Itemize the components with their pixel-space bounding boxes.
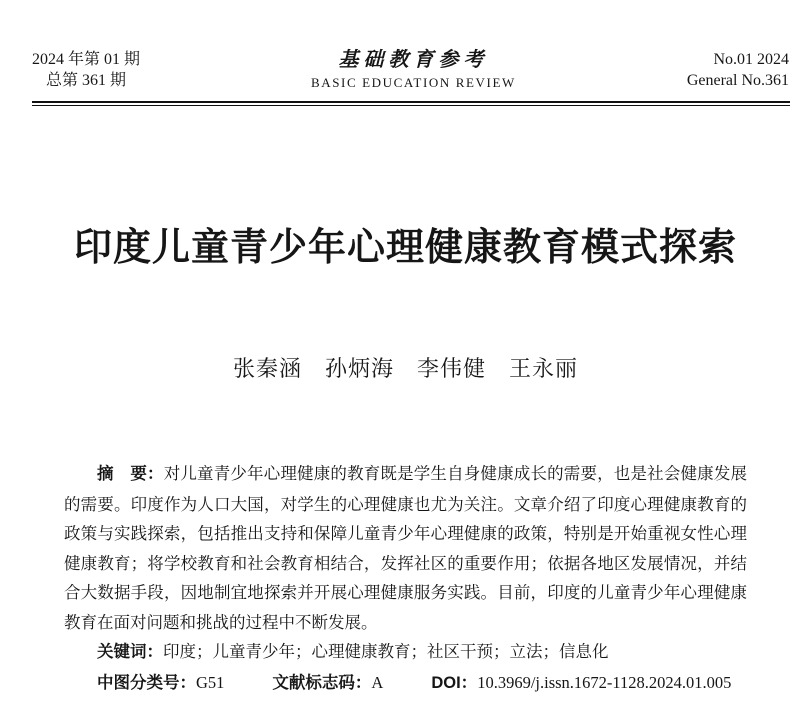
doc-code-group <box>272 673 383 692</box>
doi-value: 10.3969/j.issn.1672-1128.2024.01.005 <box>477 672 732 692</box>
abstract-line-1 <box>64 459 747 490</box>
classification-line <box>64 668 747 699</box>
abstract-line-6: 教育在面对问题和挑战的过程中不断发展。 <box>64 612 378 632</box>
article-authors: 张秦涵 孙炳海 李伟健 王永丽 <box>232 356 578 381</box>
abstract-line-4: 健康教育；将学校教育和社会教育相结合，发挥社区的重要作用；依据各地区发展情况，并结 <box>64 553 747 573</box>
doi-label: DOI： <box>431 673 478 692</box>
issue-cn-line2: 总第 361 期 <box>46 72 127 89</box>
issue-en-line2: General No.361 <box>686 72 789 89</box>
clc-label: 中图分类号： <box>97 673 196 692</box>
keywords-label: 关键词： <box>97 643 163 661</box>
clc-group <box>97 673 224 692</box>
keywords-line <box>64 637 747 668</box>
front-matter <box>64 459 747 698</box>
issue-info-en <box>687 49 789 91</box>
journal-name-block <box>311 48 516 91</box>
abstract-text: 对儿童青少年心理健康的教育既是学生自身健康成长的需要，也是社会健康发展 <box>163 464 748 483</box>
abstract-line-3: 政策与实践探索，包括推出支持和保障儿童青少年心理健康的政策，特别是开始重视女性心理 <box>64 524 747 543</box>
abstract-line-2: 的需要。印度作为人口大国，对学生的心理健康也尤为关注。文章介绍了印度心理健康教育的 <box>64 494 747 514</box>
journal-name-en: BASIC EDUCATION REVIEW <box>310 75 516 90</box>
doi-group <box>431 673 731 692</box>
clc-value: G51 <box>196 672 225 692</box>
journal-header <box>32 49 789 91</box>
article-title: 印度儿童青少年心理健康教育模式探索 <box>73 227 737 269</box>
issue-cn-line1: 2024 年第 01 期 <box>32 51 141 68</box>
doc-code-label: 文献标志码： <box>272 673 372 692</box>
journal-name-cn: 基础教育参考 <box>338 49 489 71</box>
abstract-line-5: 合大数据手段，因地制宜地探索并开展心理健康服务实践。目前，印度的儿童青少年心理健康 <box>64 583 747 602</box>
abstract-label: 摘 要： <box>97 465 164 483</box>
doc-code-value: A <box>371 672 384 692</box>
issue-info-cn <box>32 49 140 91</box>
issue-en-line1: No.01 2024 <box>713 51 789 68</box>
header-divider-rule <box>32 101 790 106</box>
keywords-text: 印度；儿童青少年；心理健康教育；社区干预；立法；信息化 <box>163 642 609 661</box>
